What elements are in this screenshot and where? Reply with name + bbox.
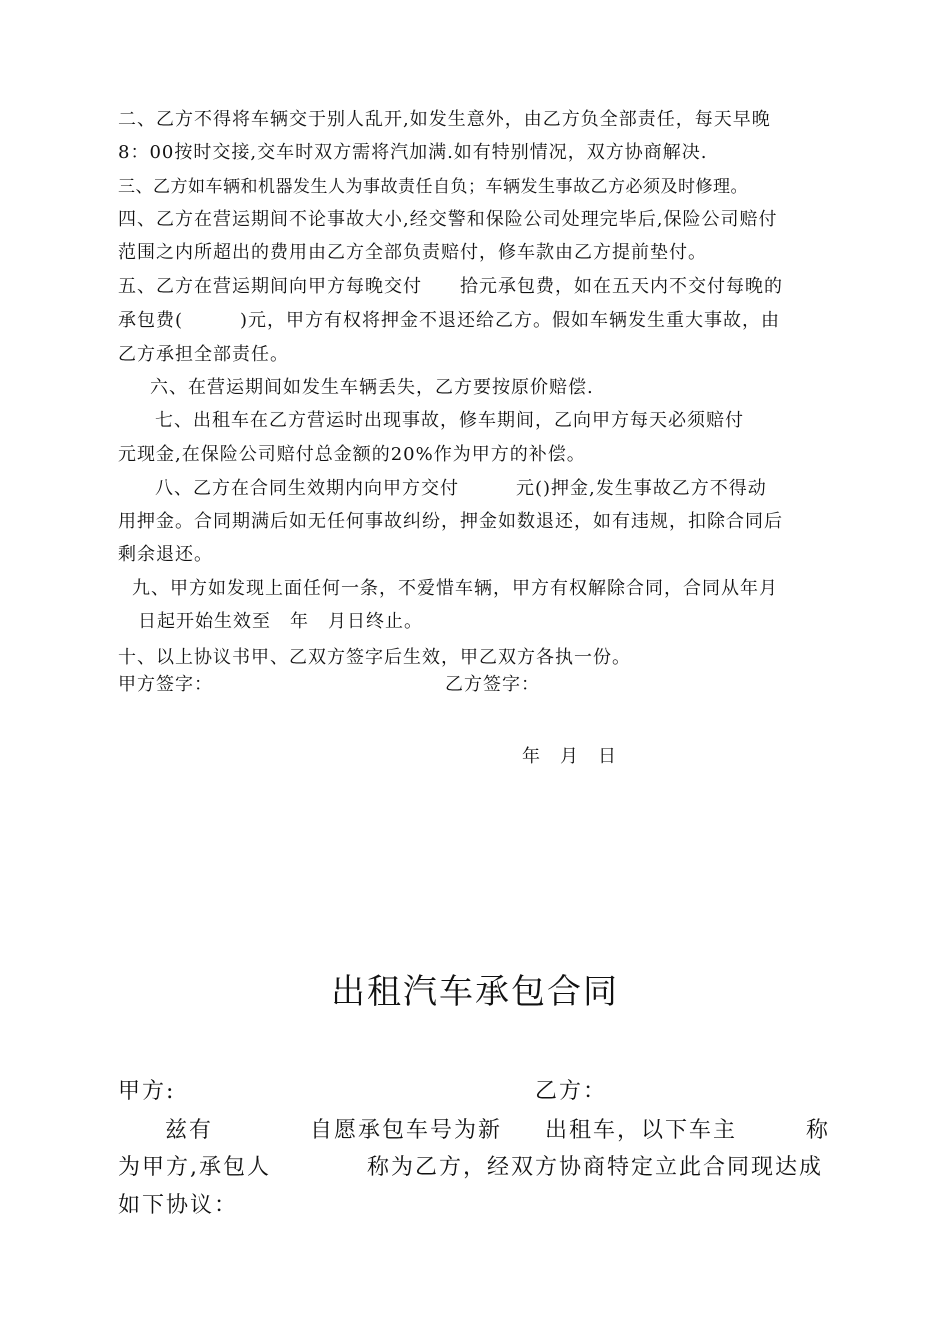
clause-2-line-2: 8：00按时交接,交车时双方需将汽加满.如有特别情况，双方协商解决. [118, 142, 708, 163]
contract-title: 出租汽车承包合同 [331, 972, 619, 1012]
clause-9-line-2: 日起开始生效至 年 月日终止。 [138, 611, 423, 632]
clause-5-line-1: 五、乙方在营运期间向甲方每晚交付 拾元承包费，如在五天内不交付每晚的 [118, 276, 783, 297]
intro-line-1-part-3: 出租车，以下车主 [545, 1118, 738, 1143]
intro-line-1-part-1: 兹有 [165, 1118, 214, 1143]
clause-4-line-2: 范围之内所超出的费用由乙方全部负责赔付，修车款由乙方提前垫付。 [118, 242, 707, 263]
clause-5-line-2: 承包费( )元，甲方有权将押金不退还给乙方。假如车辆发生重大事故，由 [118, 310, 781, 331]
intro-line-3: 如下协议： [118, 1193, 239, 1218]
clause-6-line-1: 六、在营运期间如发生车辆丢失，乙方要按原价赔偿. [150, 377, 594, 398]
intro-line-2-part-1: 为甲方,承包人 [118, 1155, 271, 1180]
party-b-label: 乙方： [535, 1079, 608, 1104]
party-a-label: 甲方: [118, 1079, 176, 1104]
clause-9-line-1: 九、甲方如发现上面任何一条，不爱惜车辆，甲方有权解除合同，合同从年月 [132, 578, 778, 599]
clause-7-line-2: 元现金,在保险公司赔付总金额的20%作为甲方的补偿。 [118, 444, 586, 465]
intro-line-2-part-2: 称为乙方，经双方协商特定立此合同现达成 [367, 1155, 824, 1180]
clause-2-line-1: 二、乙方不得将车辆交于别人乱开,如发生意外，由乙方负全部责任，每天早晚 [118, 109, 771, 130]
intro-line-1-part-4: 称 [806, 1118, 831, 1143]
clause-10-line-1: 十、以上协议书甲、乙双方签字后生效，甲乙双方各执一份。 [118, 647, 631, 668]
intro-line-1-part-2: 自愿承包车号为新 [310, 1118, 503, 1143]
clause-4-line-1: 四、乙方在营运期间不论事故大小,经交警和保险公司处理完毕后,保险公司赔付 [118, 209, 778, 230]
signature-date: 年 月 日 [522, 746, 617, 767]
clause-8-line-2: 用押金。合同期满后如无任何事故纠纷，押金如数退还，如有违规，扣除合同后 [118, 511, 783, 532]
clause-5-line-3: 乙方承担全部责任。 [118, 344, 289, 365]
clause-8-line-3: 剩余退还。 [118, 544, 213, 565]
clause-8-line-1: 八、乙方在合同生效期内向甲方交付 元()押金,发生事故乙方不得动 [155, 478, 767, 499]
clause-7-line-1: 七、出租车在乙方营运时出现事故，修车期间，乙向甲方每天必须赔付 [155, 410, 744, 431]
party-a-signature-label: 甲方签字： [118, 674, 213, 695]
clause-3-line-1: 三、乙方如车辆和机器发生人为事故责任自负；车辆发生事故乙方必须及时修理。 [118, 177, 748, 197]
party-b-signature-label: 乙方签字： [445, 674, 540, 695]
